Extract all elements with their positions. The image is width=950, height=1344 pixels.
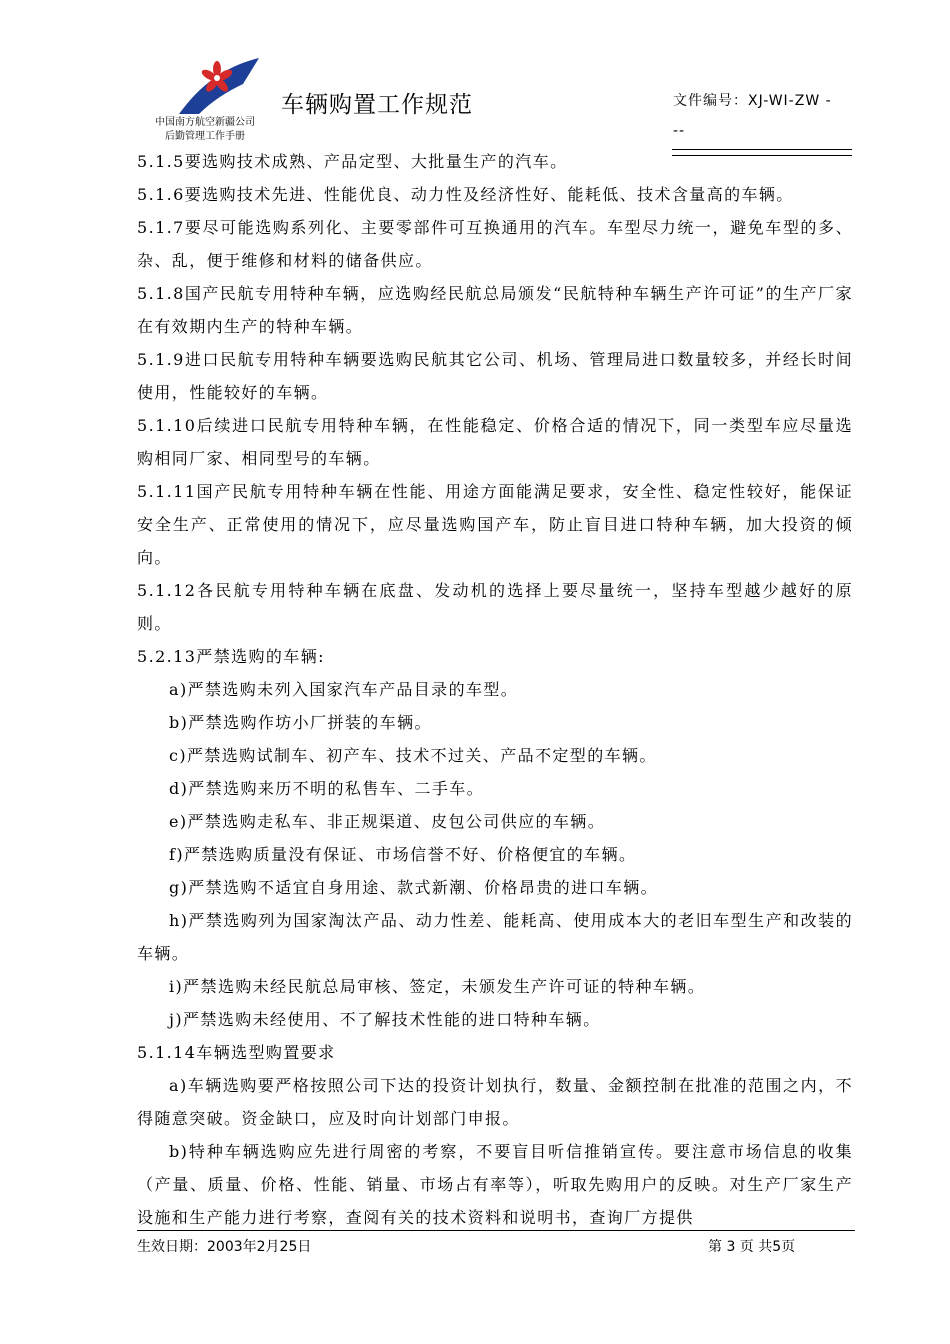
prohibition-a: a)严禁选购未列入国家汽车产品目录的车型。 — [169, 680, 519, 699]
company-line-1: 中国南方航空新疆公司 — [155, 117, 255, 128]
clause-5-2-13: 5.2.13严禁选购的车辆: — [137, 647, 325, 666]
prohibition-f: f)严禁选购质量没有保证、市场信誉不好、价格便宜的车辆。 — [169, 845, 637, 864]
clause-5-1-12: 5.1.12各民航专用特种车辆在底盘、发动机的选择上要尽量统一，坚持车型越少越好的原则。 — [137, 581, 853, 633]
effective-date: 生效日期：2003年2月25日 — [137, 1239, 312, 1255]
prohibition-b: b)严禁选购作坊小厂拼装的车辆。 — [169, 713, 432, 732]
prohibition-e: e)严禁选购走私车、非正规渠道、皮包公司供应的车辆。 — [169, 812, 606, 831]
prohibition-d: d)严禁选购来历不明的私售车、二手车。 — [169, 779, 485, 798]
prohibition-j: j)严禁选购未经使用、不了解技术性能的进口特种车辆。 — [169, 1010, 601, 1029]
page-header — [137, 48, 853, 158]
clause-5-1-10: 5.1.10后续进口民航专用特种车辆，在性能稳定、价格合适的情况下，同一类型车应尽量选购相同厂家、相同型号的车辆。 — [137, 416, 853, 468]
prohibition-i: i)严禁选购未经民航总局审核、签定，未颁发生产许可证的特种车辆。 — [169, 977, 706, 996]
company-name — [139, 116, 271, 144]
prohibition-g: g)严禁选购不适宜自身用途、款式新潮、价格昂贵的进口车辆。 — [169, 878, 659, 897]
clause-5-1-8: 5.1.8国产民航专用特种车辆，应选购经民航总局颁发“民航特种车辆生产许可证”的生产厂家在有效期内生产的特种车辆。 — [137, 284, 853, 336]
clause-5-1-6: 5.1.6要选购技术先进、性能优良、动力性及经济性好、能耗低、技术含量高的车辆。 — [137, 185, 794, 204]
clause-5-1-7: 5.1.7要尽可能选购系列化、主要零部件可互换通用的汽车。车型尽力统一，避免车型的多、杂、乱，便于维修和材料的储备供应。 — [137, 218, 853, 270]
clause-5-1-9: 5.1.9进口民航专用特种车辆要选购民航其它公司、机场、管理局进口数量较多，并经长时间使用，性能较好的车辆。 — [137, 350, 853, 402]
kapok-logo-icon — [171, 54, 261, 116]
prohibition-c: c)严禁选购试制车、初产车、技术不过关、产品不定型的车辆。 — [169, 746, 657, 765]
document-title: 车辆购置工作规范 — [281, 92, 473, 118]
document-body — [137, 145, 853, 1234]
file-number: 文件编号：XJ-WI-ZW - -- — [673, 93, 832, 139]
company-logo — [137, 54, 272, 146]
clause-5-1-5: 5.1.5要选购技术成熟、产品定型、大批量生产的汽车。 — [137, 152, 568, 171]
prohibition-h: h)严禁选购列为国家淘汰产品、动力性差、能耗高、使用成本大的老旧车型生产和改装的车辆。 — [137, 911, 853, 963]
company-line-2: 后勤管理工作手册 — [165, 131, 245, 142]
clause-5-1-11: 5.1.11国产民航专用特种车辆在性能、用途方面能满足要求，安全性、稳定性较好，能保证安全生产、正常使用的情况下，应尽量选购国产车，防止盲目进口特种车辆，加大投资的倾向。 — [137, 482, 853, 567]
requirement-b: b)特种车辆选购应先进行周密的考察，不要盲目听信推销宣传。要注意市场信息的收集（产量、质量、价格、性能、销量、市场占有率等），听取先购用户的反映。对生产厂家生产设施和生产能力进行考察，查阅有关的技术资料和说明书，查询厂方提供 — [137, 1142, 853, 1227]
footer-rule — [137, 1230, 855, 1231]
clause-5-1-14: 5.1.14车辆选型购置要求 — [137, 1043, 336, 1062]
page-number: 第 3 页 共5页 — [708, 1239, 796, 1255]
requirement-a: a)车辆选购要严格按照公司下达的投资计划执行，数量、金额控制在批准的范围之内，不得随意突破。资金缺口，应及时向计划部门申报。 — [137, 1076, 853, 1128]
